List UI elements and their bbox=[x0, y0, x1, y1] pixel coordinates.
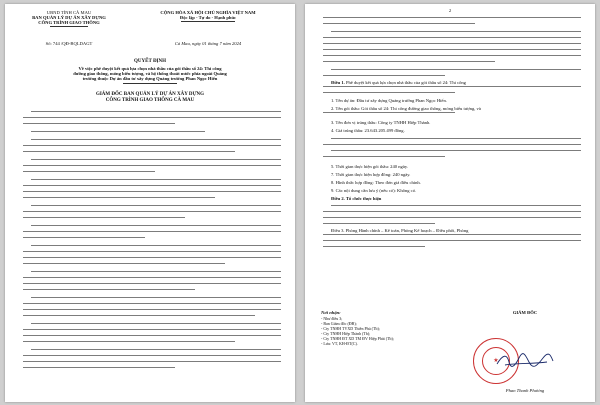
item-3: 3. Tên đơn vị trúng thầu: Công ty TNHH Hiệp Thành. bbox=[331, 120, 431, 125]
item-8: 8. Hình thức hợp đồng: Theo đơn giá điều chỉnh. bbox=[331, 180, 421, 185]
signer-title: GIÁM ĐỐC bbox=[512, 310, 538, 315]
national-motto: Độc lập - Tự do - Hạnh phúc bbox=[179, 15, 237, 20]
document-number: Số: 744 /QĐ-BQLDAGT bbox=[45, 41, 93, 46]
subject-line-3: trường thuộc Dự án đầu tư xây dựng Quảng trường Phan Ngọc Hiển bbox=[82, 76, 218, 81]
article-3: Điều 3. Phòng Hành chính – Kế toán, Phòng Kế hoạch – Điều phối, Phòng bbox=[331, 228, 469, 233]
item-2: 2. Tên gói thầu: Gói thầu số 24: Thi công đường giao thông, móng biểu tượng, và bbox=[331, 106, 481, 111]
article-2: Điều 2. Tổ chức thực hiện bbox=[331, 196, 382, 201]
article-1-continuation bbox=[323, 83, 581, 87]
place-date: Cà Mau, ngày 01 tháng 7 năm 2024 bbox=[174, 41, 242, 46]
page-1 bbox=[5, 4, 295, 402]
issuer-line-2: CÔNG TRÌNH GIAO THÔNG CÀ MAU bbox=[105, 98, 195, 103]
agency-line-2: BAN QUẢN LÝ DỰ ÁN XÂY DỰNG bbox=[32, 15, 106, 20]
page-2 bbox=[305, 4, 595, 402]
recipient-5: - Cty TNHH ĐT XD TM ĐV Hiệp Phát (Tb); bbox=[321, 336, 394, 341]
item-5: 5. Thời gian thực hiện gói thầu: 240 ngày. bbox=[331, 164, 409, 169]
recipient-3: - Cty TNHH TVXD Thiên Phú (Tb); bbox=[321, 326, 380, 331]
article-1-text: Phê duyệt kết quả lựa chọn nhà thầu của gói thầu số 24: Thi công bbox=[345, 80, 466, 85]
recipients-title: Nơi nhận: bbox=[321, 310, 341, 315]
issuer-line-1: GIÁM ĐỐC BAN QUẢN LÝ DỰ ÁN XÂY DỰNG bbox=[95, 92, 205, 97]
recipient-4: - Cty TNHH Hiệp Thành (Tb); bbox=[321, 331, 371, 336]
signer-name: Phan Thanh Phương bbox=[505, 388, 545, 393]
subject-underline bbox=[123, 83, 177, 84]
agency-line-3: CÔNG TRÌNH GIAO THÔNG bbox=[38, 20, 100, 25]
page-number: 2 bbox=[448, 8, 452, 13]
document-type: QUYẾT ĐỊNH bbox=[134, 59, 166, 64]
item-1: 1. Tên dự án: Đầu tư xây dựng Quảng trường Phan Ngọc Hiển. bbox=[331, 98, 447, 103]
subject-line-2: đường giao thông, móng biểu tượng, và hệ thống thoát nước phía ngoài Quảng bbox=[73, 71, 227, 76]
recipient-6: - Lưu: VT, KH-ĐT(C). bbox=[321, 341, 358, 346]
signature bbox=[495, 352, 555, 368]
agency-underline bbox=[50, 26, 88, 27]
agency-line-1: UBND TỈNH CÀ MAU bbox=[46, 10, 92, 15]
subject-line-1: Về việc phê duyệt kết quả lựa chọn nhà thầu của gói thầu số 24: Thi công bbox=[78, 66, 222, 71]
article-1-title: Điều 1. bbox=[331, 80, 345, 85]
item-7: 7. Thời gian thực hiện hợp đồng: 240 ngày. bbox=[331, 172, 411, 177]
official-seal: ★ bbox=[473, 338, 519, 384]
recipient-1: - Như điều 3; bbox=[321, 316, 343, 321]
item-9: 9. Các nội dung cần lưu ý (nếu có): Không có. bbox=[331, 188, 417, 193]
recipient-2: - Ban Giám đốc (ĐB); bbox=[321, 321, 357, 326]
motto-underline bbox=[181, 21, 235, 22]
republic-title: CỘNG HÒA XÃ HỘI CHỦ NGHĨA VIỆT NAM bbox=[160, 10, 256, 15]
item-4: 4. Giá trúng thầu: 23.643.205.499 đồng. bbox=[331, 128, 405, 133]
